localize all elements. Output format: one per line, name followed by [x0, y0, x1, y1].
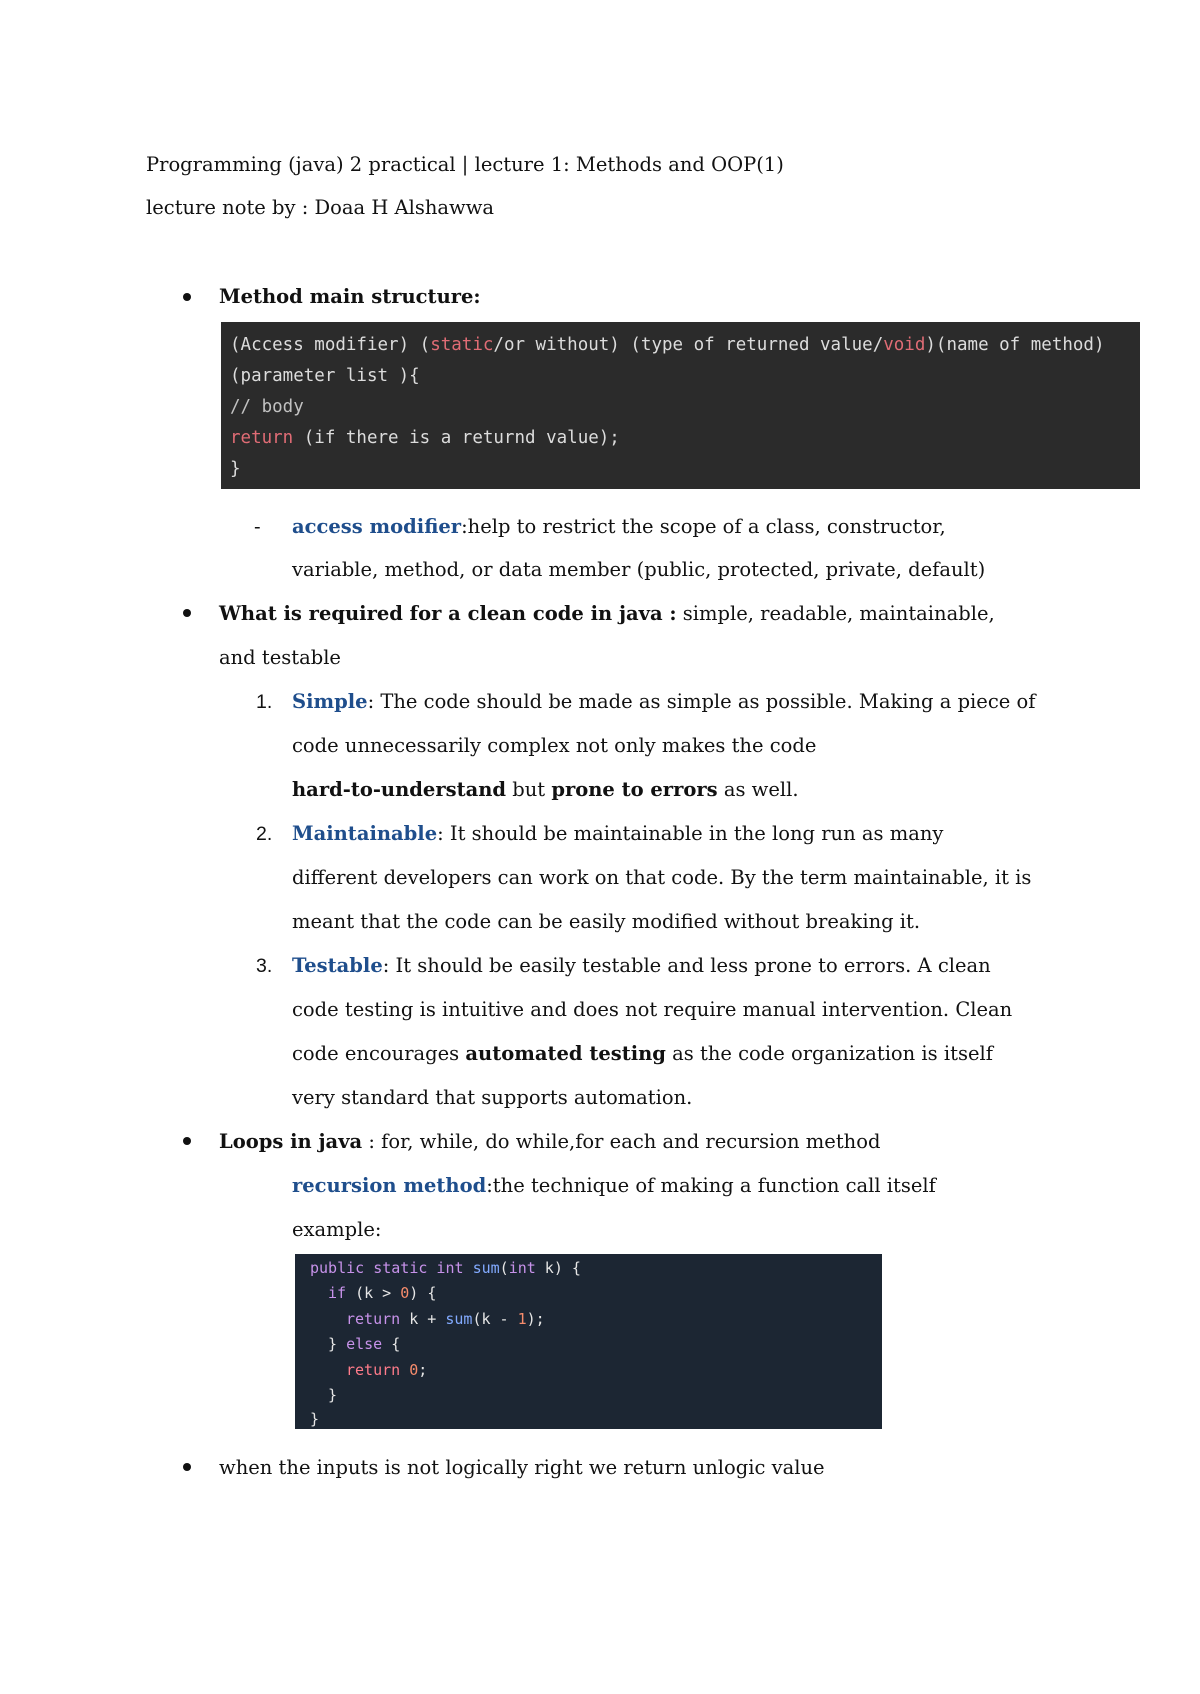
list-item-maintainable-cont: meant that the code can be easily modified without breaking it. — [292, 910, 921, 933]
section-heading-clean-code: What is required for a clean code in java : simple, readable, maintainable, — [219, 602, 995, 625]
list-item-maintainable-cont: different developers can work on that code. By the term maintainable, it is — [292, 866, 1032, 889]
bullet — [183, 1137, 191, 1145]
heading-text: Method main structure: — [219, 285, 481, 308]
dash-marker: - — [254, 515, 261, 538]
section-heading-method-structure — [219, 283, 481, 311]
code-line: return (if there is a returnd value); — [230, 428, 620, 448]
list-item-testable-cont: very standard that supports automation. — [292, 1086, 693, 1109]
code-line: } else { — [328, 1335, 401, 1353]
list-number: 2. — [256, 823, 273, 845]
code-line: } — [328, 1386, 338, 1404]
code-line: return 0; — [346, 1361, 428, 1379]
code-line: public static int sum(int k) { — [310, 1259, 581, 1277]
list-item-simple-cont: code unnecessarily complex not only makes the code — [292, 734, 817, 757]
access-modifier-definition-cont: variable, method, or data member (public, protected, private, default) — [292, 558, 986, 581]
access-modifier-definition: access modifier:help to restrict the scope of a class, constructor, — [292, 515, 946, 538]
list-item-testable-cont: code testing is intuitive and does not require manual intervention. Clean — [292, 998, 1013, 1021]
list-number: 3. — [256, 955, 273, 977]
bullet — [183, 1463, 191, 1471]
bullet — [183, 609, 191, 617]
code-line: } — [310, 1410, 320, 1428]
list-item-testable: Testable: It should be easily testable and less prone to errors. A clean — [292, 954, 991, 977]
recursion-definition: recursion method:the technique of making a function call itself — [292, 1174, 936, 1197]
code-line: if (k > 0) { — [328, 1284, 437, 1302]
example-label: example: — [292, 1218, 382, 1241]
method-structure-code-block — [221, 322, 1140, 489]
author-line: lecture note by : Doaa H Alshawwa — [146, 196, 495, 219]
section-heading-loops: Loops in java : for, while, do while,for each and recursion method — [219, 1130, 881, 1153]
list-item-simple-cont: hard-to-understand but prone to errors as well. — [292, 778, 799, 801]
code-line: (parameter list ){ — [230, 366, 420, 386]
code-line: return k + sum(k - 1); — [346, 1310, 545, 1328]
list-number: 1. — [256, 691, 273, 713]
code-comment: // body — [230, 397, 304, 417]
unlogic-value-note: when the inputs is not logically right we return unlogic value — [219, 1456, 825, 1479]
list-item-simple: Simple: The code should be made as simple as possible. Making a piece of — [292, 690, 1036, 713]
list-item-testable-cont: code encourages automated testing as the code organization is itself — [292, 1042, 993, 1065]
bullet — [183, 293, 191, 301]
list-item-maintainable: Maintainable: It should be maintainable in the long run as many — [292, 822, 944, 845]
document-title: Programming (java) 2 practical | lecture 1: Methods and OOP(1) — [146, 153, 784, 176]
clean-code-intro-cont: and testable — [219, 646, 341, 669]
recursion-code-block — [295, 1254, 882, 1429]
code-line: } — [230, 459, 241, 479]
code-line: (Access modifier) (static/or without) (type of returned value/void)(name of method) — [230, 335, 1105, 355]
